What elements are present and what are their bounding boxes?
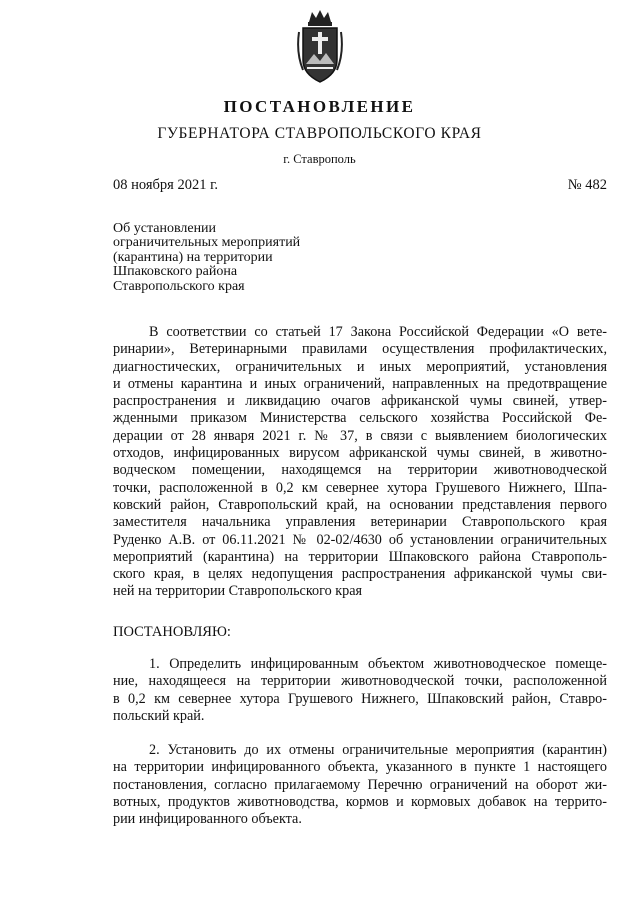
paragraph-line: В соответствии со статьей 17 Закона Российской Федерации «О вете- <box>149 324 607 340</box>
paragraph-line: Руденко А.В. от 06.11.2021 № 02-02/4630 об установлении ограничительных <box>113 531 607 548</box>
document-title: ПОСТАНОВЛЕНИЕ <box>223 97 416 116</box>
subject-line: Шпаковского района <box>113 264 238 280</box>
paragraph-line: 2. Установить до их отмены ограничительные мероприятия (карантин) <box>149 742 607 758</box>
paragraph-line: рии инфицированного объекта. <box>113 811 302 828</box>
paragraph-line: постановления, согласно прилагаемому Перечню ограничений на оборот жи- <box>113 776 607 793</box>
paragraph-line: на территории инфицированного объекта, указанного в пункте 1 настоящего <box>113 759 607 776</box>
paragraph-line: ковский район, Ставропольский край, на основании представления первого <box>113 496 607 513</box>
paragraph-line: диагностических, ограничительных и иных мероприятий, установления <box>113 358 607 375</box>
paragraph-line: водческом помещении, находящемся на территории животноводческой <box>113 462 607 479</box>
paragraph-line: жденными приказом Министерства сельского хозяйства Российской Фе- <box>113 410 607 427</box>
coat-of-arms-icon <box>295 8 345 88</box>
document-city: г. Ставрополь <box>283 152 356 166</box>
document-subtitle: ГУБЕРНАТОРА СТАВРОПОЛЬСКОГО КРАЯ <box>157 125 482 142</box>
paragraph-line: ринарии», Ветеринарными правилами осуществления профилактических, <box>113 341 607 358</box>
document-number: № 482 <box>567 177 607 193</box>
subject-line: Ставропольского края <box>113 278 245 294</box>
paragraph-line: в 0,2 км севернее хутора Грушевого Нижнего, Шпаковский район, Ставро- <box>113 690 607 707</box>
paragraph-line: точки, расположенной в 0,2 км севернее хутора Грушевого Нижнего, Шпа- <box>113 479 607 496</box>
item-1-paragraph <box>113 656 607 725</box>
paragraph-line: ского края, в целях недопущения распространения африканской чумы сви- <box>113 566 607 583</box>
document-subject <box>113 222 300 294</box>
paragraph-line: и отмены карантина и иных ограничений, направленных на предотвращение <box>113 375 607 392</box>
paragraph-line: дерации от 28 января 2021 г. № 37, в связи с выявлением биологических <box>113 427 607 444</box>
decree-word: ПОСТАНОВЛЯЮ: <box>113 624 231 640</box>
paragraph-line: польский край. <box>113 707 205 724</box>
subject-line: Об установлении <box>113 221 217 236</box>
paragraph-line: вотных, продуктов животноводства, кормов и кормовых добавок на террито- <box>113 793 607 810</box>
subject-line: ограничительных мероприятий <box>113 235 301 251</box>
paragraph-line: мероприятий (карантина) на территории Шпаковского района Ставрополь- <box>113 548 607 565</box>
paragraph-line: распространения и ликвидацию очагов африканской чумы свиней, утвер- <box>113 393 607 410</box>
paragraph-line: отходов, инфицированных вирусом африканской чумы свиней, в животно- <box>113 445 607 462</box>
paragraph-line: ней на территории Ставропольского края <box>113 583 363 600</box>
paragraph-line: 1. Определить инфицированным объектом животноводческое помеще- <box>149 656 607 672</box>
preamble-paragraph <box>113 324 607 601</box>
document-date: 08 ноября 2021 г. <box>113 177 219 193</box>
paragraph-line: заместителя начальника управления ветеринарии Ставропольского края <box>113 514 607 531</box>
item-2-paragraph <box>113 742 607 828</box>
subject-line: (карантина) на территории <box>113 249 273 265</box>
paragraph-line: ние, находящееся на территории животноводческой точки, расположенной <box>113 673 607 690</box>
